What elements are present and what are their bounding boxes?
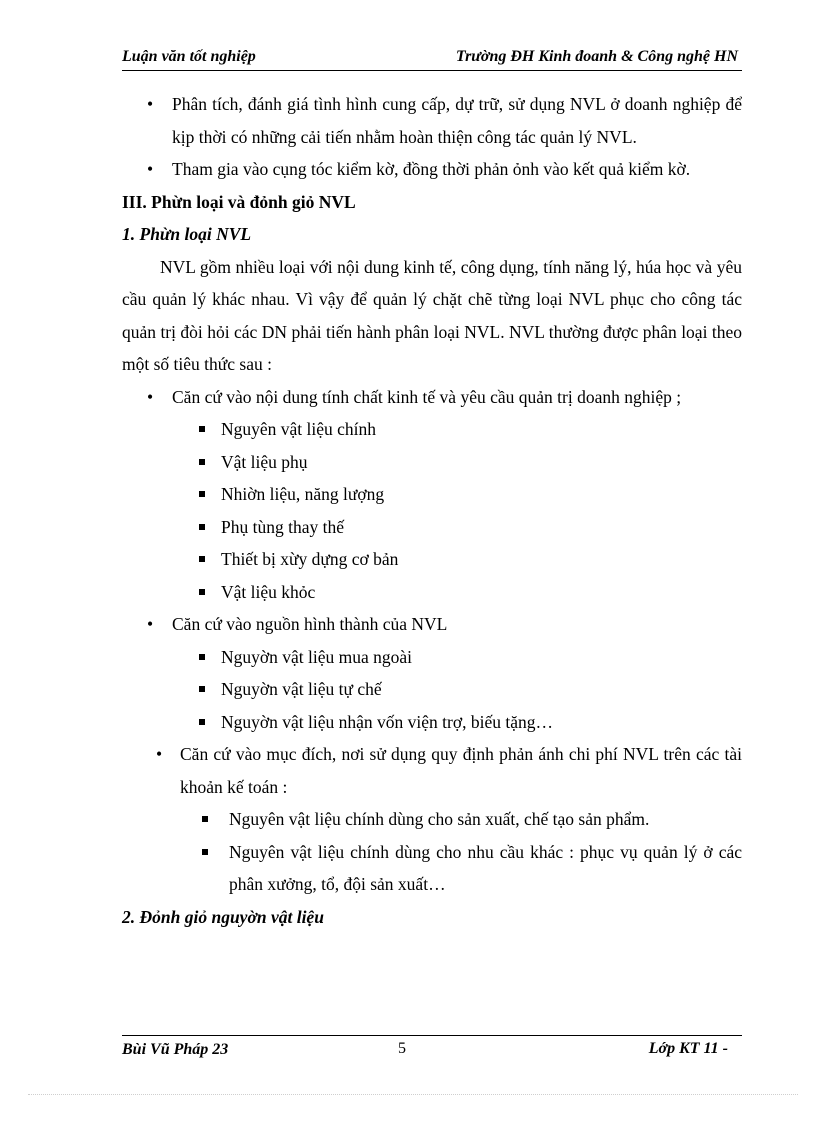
sub-heading-classification: 1. Phừn loại NVL — [122, 224, 252, 244]
page-edge-divider — [28, 1094, 798, 1095]
square-bullet-icon — [199, 556, 205, 562]
section-heading: III. Phừn loại và đỏnh giỏ NVL — [122, 191, 356, 212]
square-bullet-icon — [199, 654, 205, 660]
footer-author: Bùi Vũ Pháp 23 — [122, 1041, 229, 1058]
square-bullet-icon — [199, 589, 205, 595]
sub-heading-valuation: 2. Đỏnh giỏ nguyờn vật liệu — [122, 906, 324, 927]
criterion-bullet: • Căn cứ vào nguồn hình thành của NVL — [122, 608, 742, 641]
intro-bullet: • Phân tích, đánh giá tình hình cung cấp, dự trữ, sử dụng NVL ở doanh nghiệp để kịp thời có những cải tiến nhằm hoàn thiện công tác quản lý NVL. — [122, 88, 742, 153]
list-item: Nguyờn vật liệu nhận vốn viện trợ, biếu tặng… — [122, 706, 742, 739]
square-bullet-icon — [199, 426, 205, 432]
square-bullet-icon — [202, 849, 208, 855]
list-item: Vật liệu phụ — [122, 446, 742, 479]
paragraph: NVL gồm nhiều loại với nội dung kinh tế, công dụng, tính năng lý, húa học và yêu cầu quản lý khác nhau. Vì vậy để quản lý chặt chẽ từng loại NVL phục cho công tác quản trị đòi hỏi các DN phải tiến hành phân loại NVL. NVL thường được phân loại theo một số tiêu thức sau : — [122, 256, 742, 374]
square-bullet-icon — [202, 816, 208, 822]
square-bullet-icon — [199, 459, 205, 465]
criterion-bullet: • Căn cứ vào nội dung tính chất kinh tế và yêu cầu quản trị doanh nghiệp ; — [122, 381, 742, 414]
bullet-icon: • — [147, 614, 154, 634]
bullet-icon: • — [147, 386, 154, 407]
list-item: Nhiờn liệu, năng lượng — [122, 478, 742, 511]
criterion-bullet: • Căn cứ vào mục đích, nơi sử dụng quy định phản ánh chi phí NVL trên các tài khoản kế toán : — [122, 738, 742, 803]
square-bullet-icon — [199, 719, 205, 725]
page-number: 5 — [398, 1040, 406, 1057]
list-item: Nguyên vật liệu chính — [122, 413, 742, 446]
footer-class: Lớp KT 11 - — [648, 1040, 728, 1057]
bullet-icon: • — [147, 159, 154, 179]
intro-bullet: • Tham gia vào cụng tóc kiểm kờ, đồng thời phản ỏnh vào kết quả kiểm kờ. — [122, 153, 742, 186]
square-bullet-icon — [199, 491, 205, 497]
list-item: Nguyên vật liệu chính dùng cho nhu cầu khác : phục vụ quản lý ở các phân xưởng, tổ, đội sản xuất… — [122, 836, 742, 901]
header-right: Trường ĐH Kinh đoanh & Công nghệ HN — [455, 48, 738, 65]
list-item: Nguyên vật liệu chính dùng cho sản xuất, chế tạo sản phẩm. — [122, 803, 742, 836]
page-header — [122, 46, 742, 71]
square-bullet-icon — [199, 524, 205, 530]
page-content — [122, 88, 742, 933]
list-item: Vật liệu khỏc — [122, 576, 742, 609]
bullet-icon: • — [156, 744, 163, 764]
list-item: Nguyờn vật liệu tự chế — [122, 673, 742, 706]
list-item: Nguyờn vật liệu mua ngoài — [122, 641, 742, 674]
square-bullet-icon — [199, 686, 205, 692]
list-item: Phụ tùng thay thế — [122, 511, 742, 544]
header-left: Luận văn tốt nghiệp — [122, 48, 256, 65]
list-item: Thiết bị xừy dựng cơ bản — [122, 543, 742, 576]
footer-divider — [122, 1035, 742, 1036]
bullet-icon: • — [147, 94, 154, 114]
